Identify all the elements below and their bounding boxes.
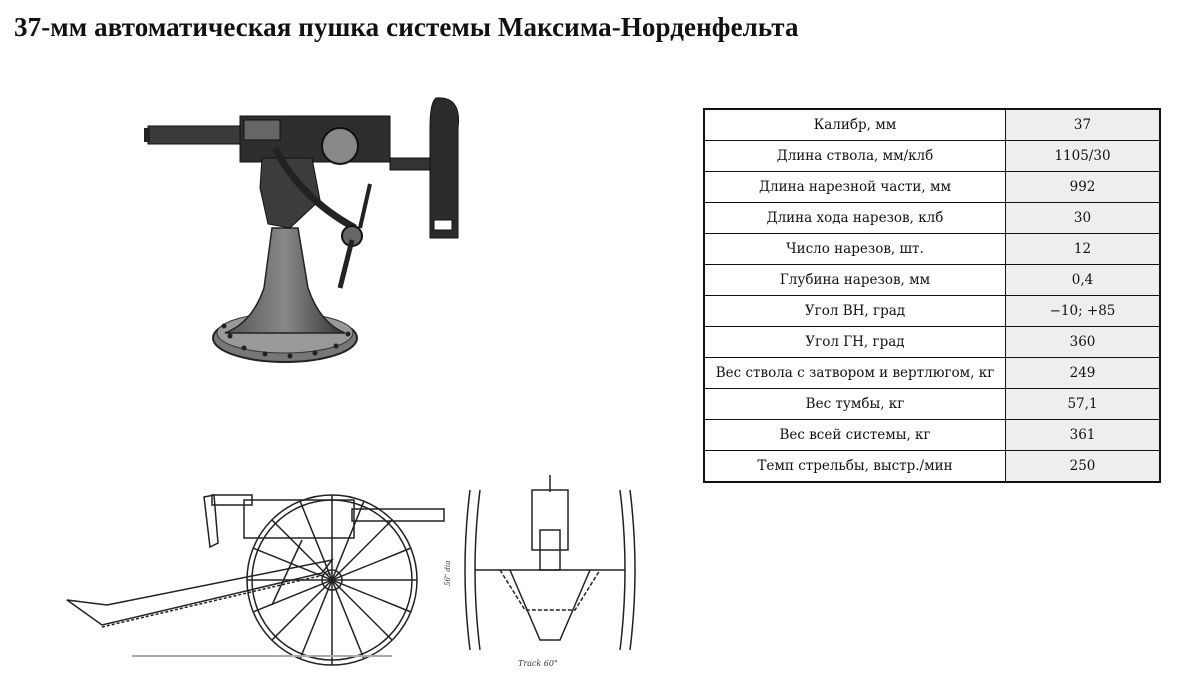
- spec-row: [704, 327, 1160, 358]
- pedestal-cannon-illustration: [140, 88, 480, 378]
- spec-parameter: Вес ствола с затвором и вертлюгом, кг: [704, 358, 1006, 389]
- spec-parameter: Темп стрельбы, выстр./мин: [704, 451, 1006, 483]
- spec-parameter: Длина ствола, мм/клб: [704, 141, 1006, 172]
- spec-row: [704, 172, 1160, 203]
- spec-row: [704, 265, 1160, 296]
- spec-value: 1105/30: [1006, 141, 1161, 172]
- field-carriage-side-view: [62, 455, 462, 673]
- spec-value: 360: [1006, 327, 1161, 358]
- spec-value: 30: [1006, 203, 1161, 234]
- field-carriage-front-view: [440, 470, 662, 672]
- spec-row: [704, 141, 1160, 172]
- spec-row: [704, 451, 1160, 483]
- spec-row: [704, 109, 1160, 141]
- spec-parameter: Длина нарезной части, мм: [704, 172, 1006, 203]
- spec-row: [704, 358, 1160, 389]
- spec-value: −10; +85: [1006, 296, 1161, 327]
- spec-value: 250: [1006, 451, 1161, 483]
- track-dimension-label: Track 60": [518, 659, 558, 668]
- spec-value: 12: [1006, 234, 1161, 265]
- page-title: 37-мм автоматическая пушка системы Максима-Норденфельта: [14, 12, 799, 42]
- spec-row: [704, 420, 1160, 451]
- spec-parameter: Длина хода нарезов, клб: [704, 203, 1006, 234]
- spec-row: [704, 389, 1160, 420]
- spec-value: 57,1: [1006, 389, 1161, 420]
- spec-value: 361: [1006, 420, 1161, 451]
- spec-value: 0,4: [1006, 265, 1161, 296]
- specifications-table: [703, 108, 1161, 483]
- spec-value: 37: [1006, 109, 1161, 141]
- spec-value: 992: [1006, 172, 1161, 203]
- spec-parameter: Калибр, мм: [704, 109, 1006, 141]
- spec-row: [704, 234, 1160, 265]
- spec-parameter: Глубина нарезов, мм: [704, 265, 1006, 296]
- spec-parameter: Число нарезов, шт.: [704, 234, 1006, 265]
- spec-row: [704, 296, 1160, 327]
- spec-value: 249: [1006, 358, 1161, 389]
- spec-parameter: Вес всей системы, кг: [704, 420, 1006, 451]
- spec-row: [704, 203, 1160, 234]
- spec-parameter: Вес тумбы, кг: [704, 389, 1006, 420]
- height-dimension-label: 56" dia: [444, 560, 452, 586]
- spec-parameter: Угол ГН, град: [704, 327, 1006, 358]
- spec-parameter: Угол ВН, град: [704, 296, 1006, 327]
